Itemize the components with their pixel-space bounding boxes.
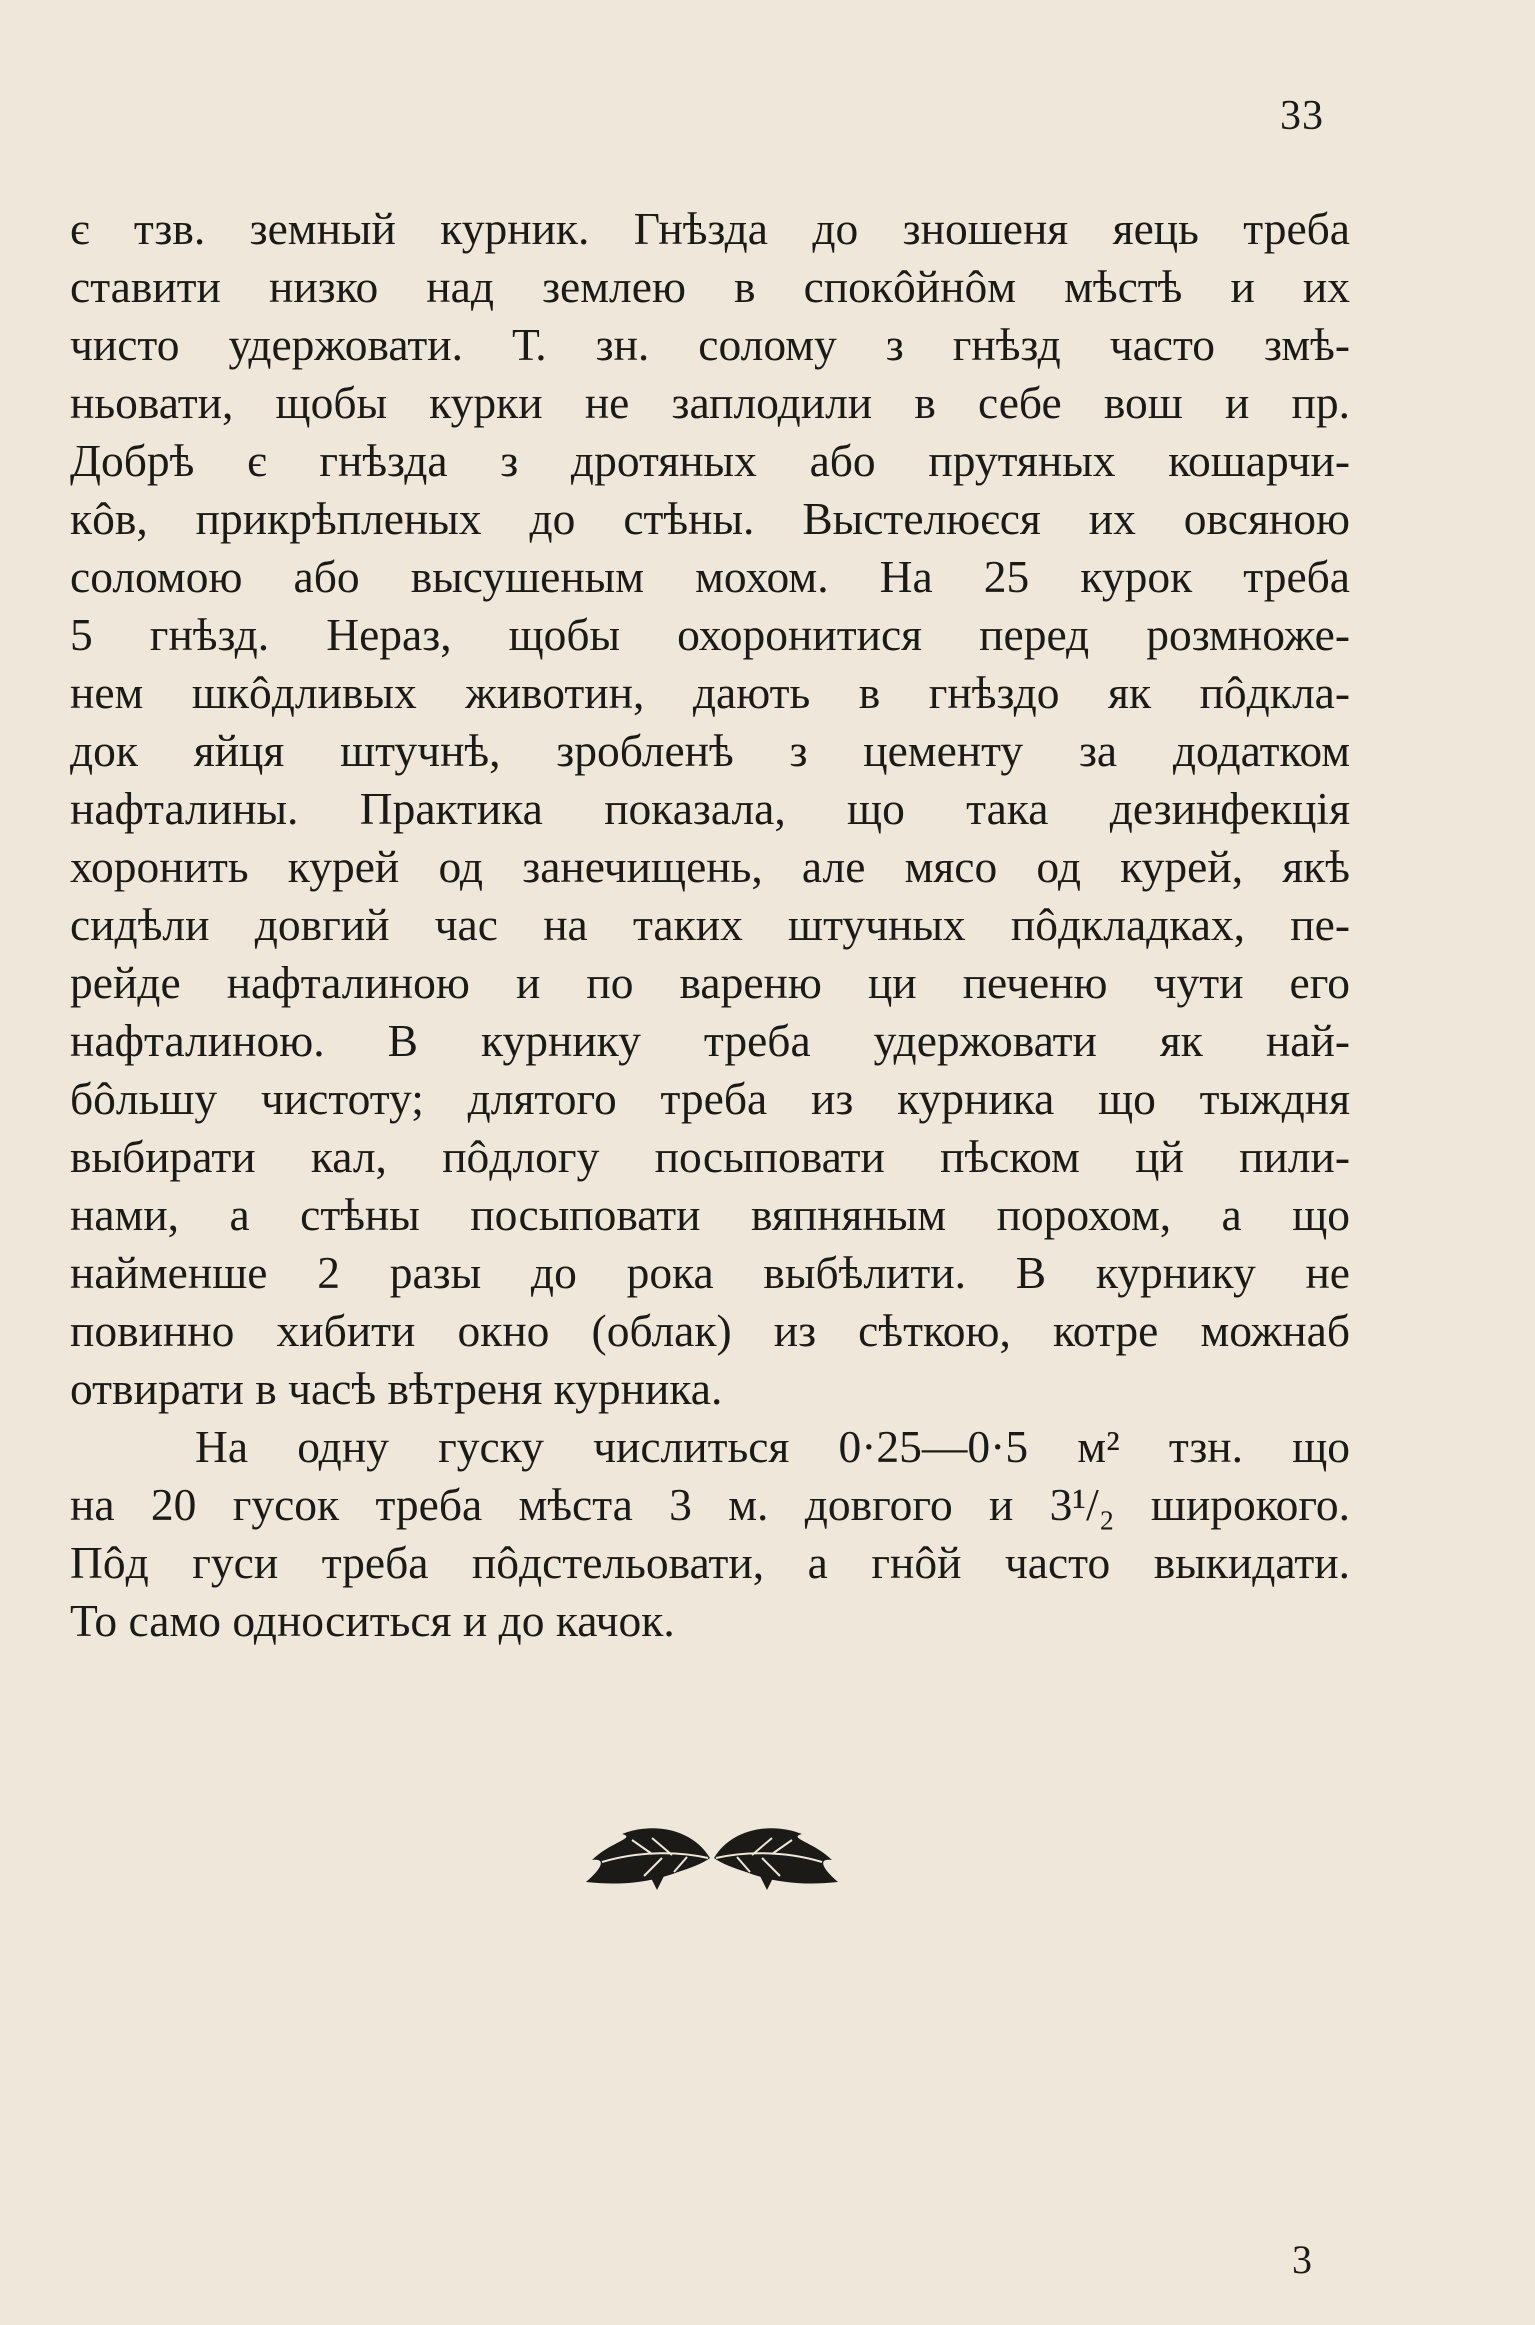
- text-line: кôв, прикрѣпленых до стѣны. Выстелюєся их овсяною: [70, 493, 1350, 544]
- leaf-ornament-icon: [582, 1820, 842, 1895]
- text-line: нами, а стѣны посыповати вяпняным порохом, а що: [70, 1189, 1350, 1240]
- text-line: Пôд гуси треба пôдстельовати, а гнôй часто выкидати.: [70, 1537, 1350, 1588]
- text-line: хоронить курей од занечищень, але мясо од курей, якѣ: [70, 841, 1350, 892]
- text-line: на 20 гусок треба мѣста 3 м. довгого и 3¹/₂ широкого.: [70, 1479, 1350, 1530]
- page-number: 33: [1280, 93, 1324, 139]
- text-line: є тзв. земный курник. Гнѣзда до зношеня яець треба: [70, 203, 1350, 254]
- paragraph-2: [70, 1418, 1350, 1650]
- signature-mark: 3: [1292, 2237, 1312, 2282]
- text-line: бôльшу чистоту; длятого треба из курника що тыждня: [70, 1073, 1350, 1124]
- text-line: 5 гнѣзд. Нераз, щобы охоронитися перед розмноже-: [70, 609, 1350, 660]
- text-line: выбирати кал, пôдлогу посыповати пѣском цй пили-: [70, 1131, 1350, 1182]
- text-line: нафталины. Практика показала, що така дезинфекція: [70, 783, 1350, 834]
- text-line: нафталиною. В курнику треба удержовати як най-: [70, 1015, 1350, 1066]
- text-line: сидѣли довгий час на таких штучных пôдкладках, пе-: [70, 899, 1350, 950]
- text-line: ставити низко над землею в спокôйнôм мѣстѣ и их: [70, 261, 1350, 312]
- text-line: То само односиться и до качок.: [70, 1595, 675, 1646]
- text-body: [70, 200, 1350, 1650]
- text-line: Добрѣ є гнѣзда з дротяных або прутяных кошарчи-: [70, 435, 1350, 486]
- text-line: нем шкôдливых животин, дають в гнѣздо як пôдкла-: [70, 667, 1350, 718]
- text-line: соломою або высушеным мохом. На 25 курок треба: [70, 551, 1350, 602]
- text-line: чисто удержовати. Т. зн. солому з гнѣзд часто змѣ-: [70, 319, 1350, 370]
- text-line: док яйця штучнѣ, зробленѣ з цементу за додатком: [70, 725, 1350, 776]
- paragraph-1: [70, 200, 1350, 1418]
- text-line: повинно хибити окно (облак) из сѣткою, котре можнаб: [70, 1305, 1350, 1356]
- text-line: отвирати в часѣ вѣтреня курника.: [70, 1363, 723, 1414]
- text-line: найменше 2 разы до рока выбѣлити. В курнику не: [70, 1247, 1350, 1298]
- text-line: рейде нафталиною и по вареню ци печеню чути его: [70, 957, 1350, 1008]
- text-line: ньовати, щобы курки не заплодили в себе вош и пр.: [70, 377, 1350, 428]
- text-line: На одну гуску числиться 0·25—0·5 м² тзн. що: [195, 1421, 1350, 1472]
